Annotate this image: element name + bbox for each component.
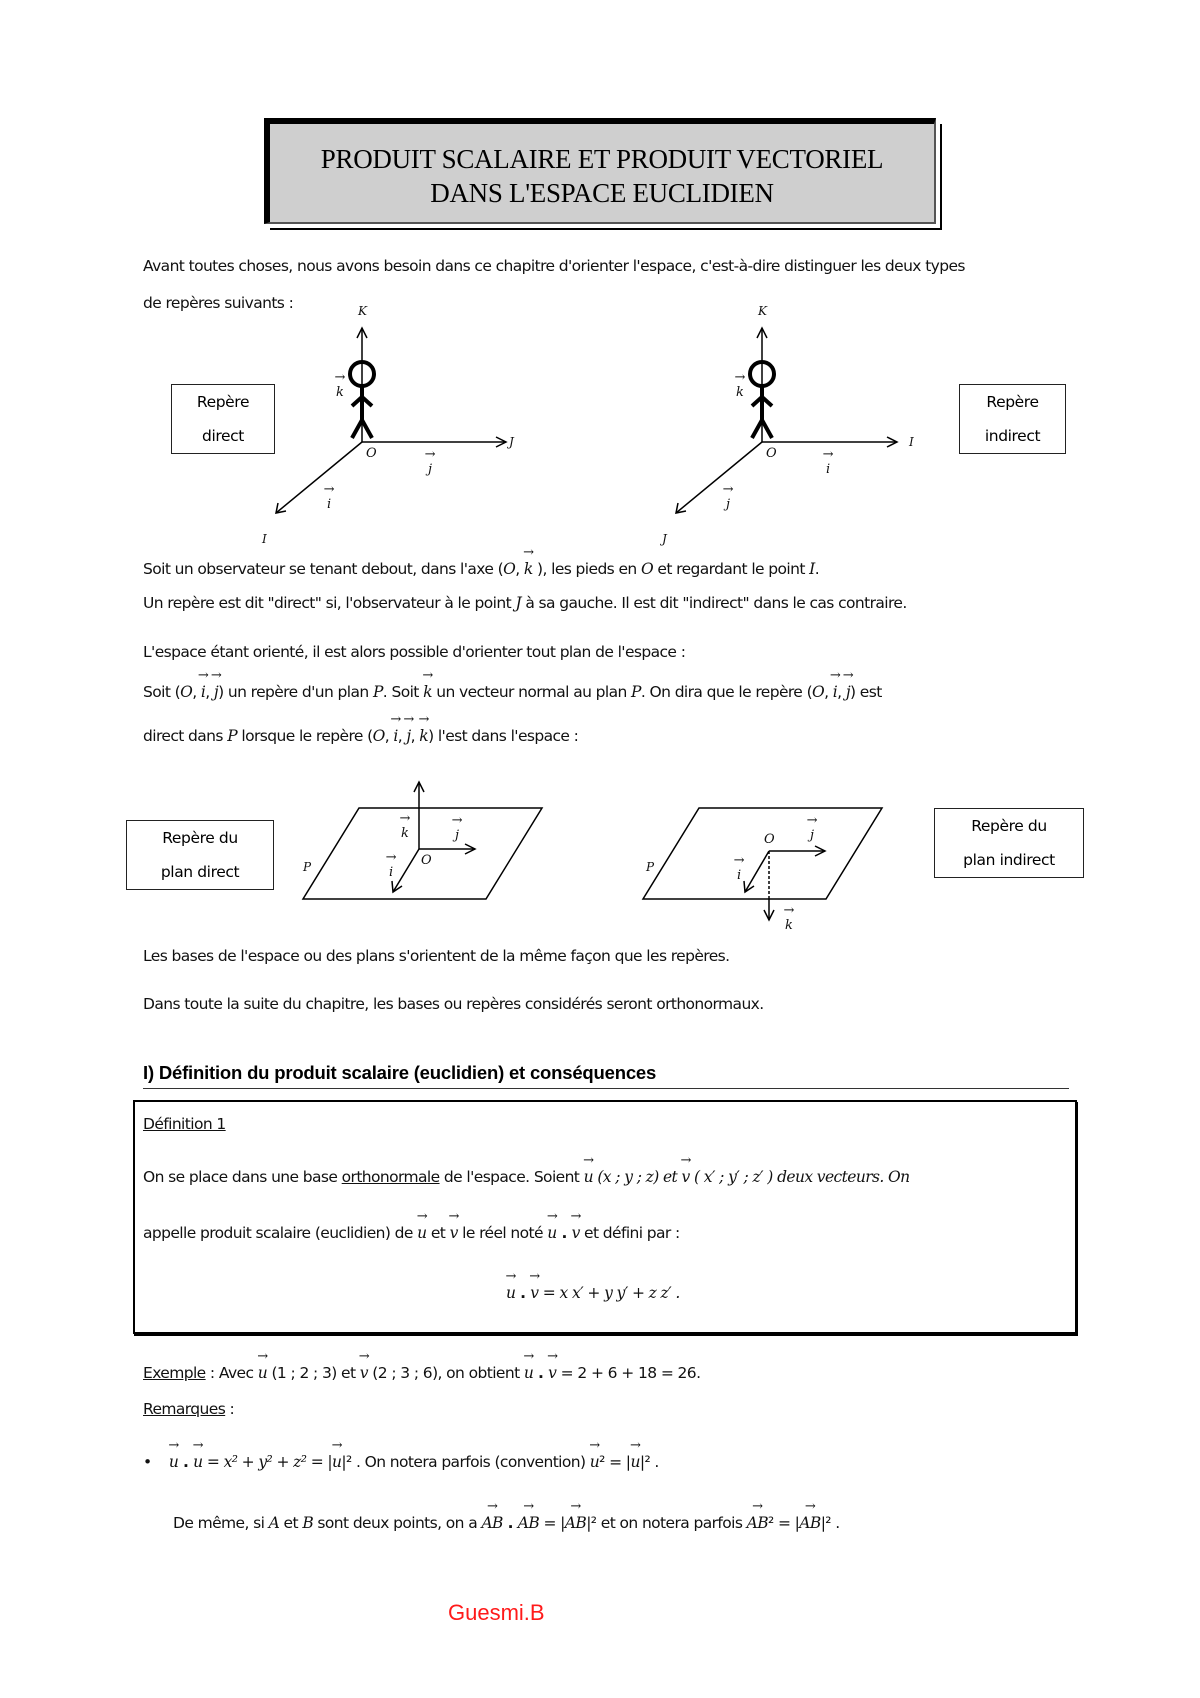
vector-k-label: → k	[401, 826, 408, 841]
intro-line-2: de repères suivants :	[143, 294, 294, 312]
box-label: Repère	[196, 393, 250, 411]
observer-paragraph-1: Soit un observateur se tenant debout, dans l'axe (O, → k ), les pieds en O et regardant le point I.	[143, 560, 819, 578]
axis-label-I: I	[262, 532, 267, 546]
section-divider	[143, 1088, 1069, 1089]
box-label: plan indirect	[963, 851, 1055, 869]
observer-paragraph-2: Un repère est dit "direct" si, l'observateur à le point J à sa gauche. Il est dit "indirect" dans le cas contraire.	[143, 594, 907, 612]
vector-i-label: → i	[826, 462, 830, 477]
section-title: I) Définition du produit scalaire (euclidien) et conséquences	[143, 1062, 657, 1083]
vector-j-label: → j	[428, 462, 431, 477]
box-label: Repère du	[162, 829, 238, 847]
axis-label-K: K	[758, 304, 767, 318]
plane-text-line-2: Soit (O, → i, → j) un repère d'un plan P. Soit → k un vecteur normal au plan P. On dira que le repère (O, → i, → j) est	[143, 683, 882, 701]
plane-text-line-1: L'espace étant orienté, il est alors possible d'orienter tout plan de l'espace :	[143, 643, 686, 661]
origin-label: O	[421, 853, 432, 868]
author-footer: Guesmi.B	[448, 1600, 545, 1625]
vector-i-label: → i	[737, 868, 741, 883]
intro-line-1: Avant toutes choses, nous avons besoin dans ce chapitre d'orienter l'espace, c'est-à-dire distinguer les deux types	[143, 257, 965, 275]
scalar-product-formula: → u . → v = x x′ + y y′ + z z′ .	[506, 1284, 680, 1302]
box-label: plan direct	[160, 863, 240, 881]
plane-text-line-3: direct dans P lorsque le repère (O, → i, → j, → k) l'est dans l'espace :	[143, 727, 578, 745]
bullet-icon: •	[143, 1453, 152, 1471]
remark-1: • → u . → u = x² + y² + z² = |→ u|² . On notera parfois (convention) → u² = |→ u|² .	[143, 1453, 659, 1471]
box-label: indirect	[984, 427, 1041, 445]
title-line-2: DANS L'ESPACE EUCLIDIEN	[430, 178, 774, 208]
box-label: direct	[202, 427, 244, 445]
axis-label-J: J	[662, 532, 667, 546]
vector-k-label: → k	[336, 385, 343, 400]
axis-label-J: J	[509, 435, 514, 449]
vector-i-label: → i	[389, 865, 393, 880]
definition-line-1: On se place dans une base orthonormale de l'espace. Soient → u (x ; y ; z) et → v ( x′ ; y′ ; z′ ) deux vecteurs. On	[143, 1168, 910, 1186]
box-label: Repère	[986, 393, 1039, 411]
vector-j-label: → j	[455, 828, 458, 843]
title-line-1: PRODUIT SCALAIRE ET PRODUIT VECTORIEL	[320, 144, 884, 174]
bases-orientation-text: Les bases de l'espace ou des plans s'orientent de la même façon que les repères.	[143, 947, 730, 965]
plane-label-P: P	[303, 860, 311, 874]
axis-label-I: I	[909, 435, 914, 449]
vector-i-label: → i	[327, 497, 331, 512]
origin-label: O	[764, 832, 775, 847]
example-line: Exemple : Avec → u (1 ; 2 ; 3) et → v (2 ; 3 ; 6), on obtient → u . → v = 2 + 6 + 18 = 26.	[143, 1364, 700, 1382]
vector-k-label: → k	[785, 918, 792, 933]
origin-label: O	[366, 446, 377, 461]
vector-k-label: → k	[736, 385, 743, 400]
vector-j-label: → j	[810, 828, 813, 843]
remark-1-continued: De même, si A et B sont deux points, on a → AB . → AB = |→ AB|² et on notera parfois → AB² = |→ AB|² .	[173, 1514, 840, 1532]
plane-right	[643, 808, 882, 899]
vector-j-label: → j	[726, 497, 729, 512]
origin-label: O	[766, 446, 777, 461]
definition-heading: Définition 1	[143, 1115, 226, 1133]
orthonormal-text: Dans toute la suite du chapitre, les bases ou repères considérés seront orthonormaux.	[143, 995, 764, 1013]
axis-label-K: K	[358, 304, 367, 318]
remarks-heading: Remarques :	[143, 1400, 235, 1418]
box-label: Repère du	[971, 817, 1047, 835]
definition-line-2: appelle produit scalaire (euclidien) de → u et → v le réel noté → u . → v et défini par :	[143, 1224, 680, 1242]
plane-label-P: P	[646, 860, 654, 874]
